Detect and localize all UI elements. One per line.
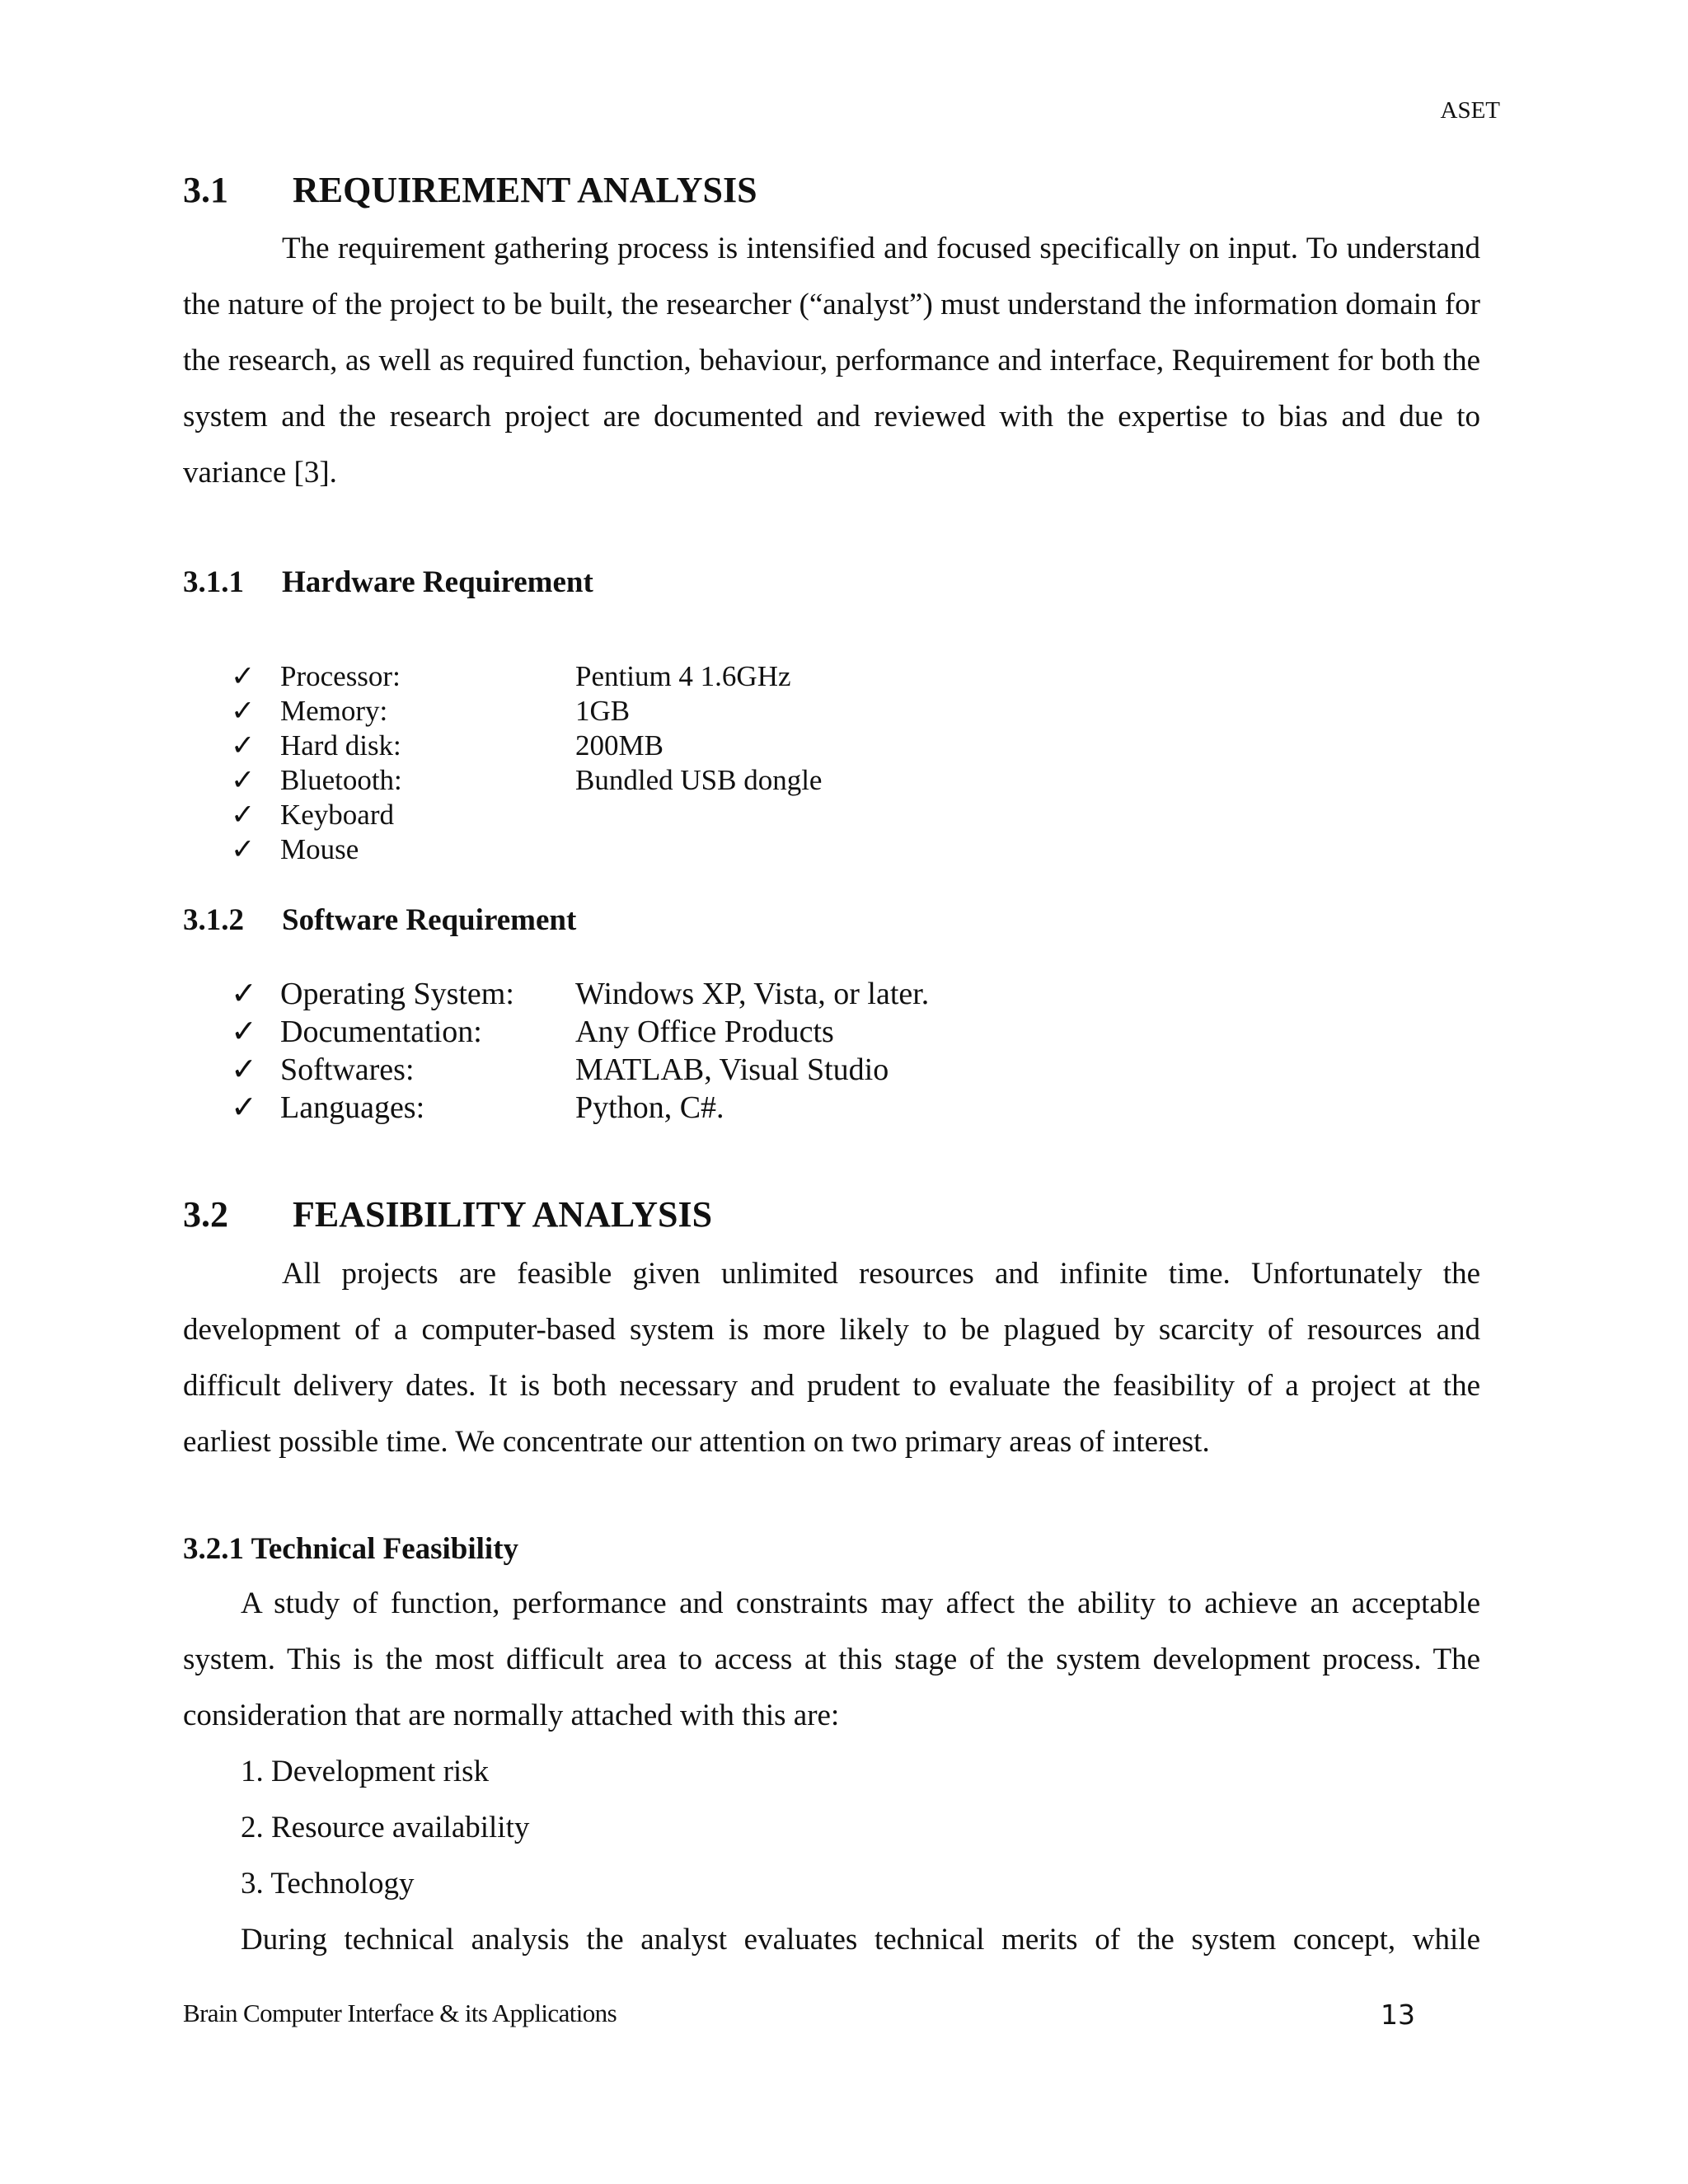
section-number: 3.1 xyxy=(183,170,228,210)
section-number: 3.2 xyxy=(183,1194,228,1235)
section-3-1-2-heading xyxy=(183,902,1007,942)
footer-title: Brain Computer Interface & its Applications xyxy=(183,1999,617,2027)
checkmark-icon: ✓ xyxy=(231,764,256,796)
section-3-1-1-heading xyxy=(183,565,1007,604)
checkmark-icon: ✓ xyxy=(231,833,256,865)
checkmark-icon: ✓ xyxy=(231,1090,257,1125)
list-item: 1. Development risk xyxy=(241,1755,490,1788)
subsection-title: Software Requirement xyxy=(282,903,577,937)
checkmark-icon: ✓ xyxy=(231,695,256,727)
checkmark-icon: ✓ xyxy=(231,799,256,831)
subsection-title: Hardware Requirement xyxy=(282,565,593,599)
section-3-1-paragraph: The requirement gathering process is intensified and focused specifically on input. To understand the nature of the project to be built, the researcher (“analyst”) must understand the information domain for the research, as well as required function, behaviour, performance and interface, Requirement for both the system and the research project are documented and reviewed with the expertise to bias and due to variance [3]. xyxy=(183,232,1480,490)
subsection-number: 3.1.2 xyxy=(183,903,244,937)
section-title: REQUIREMENT ANALYSIS xyxy=(293,170,757,210)
checkmark-icon: ✓ xyxy=(231,660,256,692)
checkmark-icon: ✓ xyxy=(231,977,257,1011)
section-title: FEASIBILITY ANALYSIS xyxy=(293,1194,713,1235)
list-item: 2. Resource availability xyxy=(241,1811,530,1844)
running-header: ASET xyxy=(1440,97,1500,124)
section-3-2-1-heading: 3.2.1 Technical Feasibility xyxy=(183,1532,519,1566)
section-3-2-paragraph: All projects are feasible given unlimited resources and infinite time. Unfortunately the development of a computer-based system is more likely to be plagued by scarcity of resources and difficult delivery dates. It is both necessary and prudent to evaluate the feasibility of a project at the earliest possible time. We concentrate our attention on two primary areas of interest. xyxy=(183,1257,1480,1459)
consideration-list xyxy=(241,1744,529,1912)
section-3-2-heading xyxy=(183,1193,1419,1240)
checkmark-icon: ✓ xyxy=(231,1052,257,1087)
checkmark-icon: ✓ xyxy=(231,729,256,762)
checkmark-icon: ✓ xyxy=(231,1015,257,1049)
list-item: 3. Technology xyxy=(241,1867,415,1900)
page-number: 13 xyxy=(1381,1999,1415,2031)
section-3-1-heading xyxy=(183,169,1419,215)
section-3-2-1-paragraph: A study of function, performance and constraints may affect the ability to achieve an acceptable system. This is the most difficult area to access at this stage of the system development process. The consideration that are normally attached with this are: xyxy=(183,1586,1480,1732)
subsection-number: 3.1.1 xyxy=(183,565,244,599)
section-3-2-1-closing-line: During technical analysis the analyst evaluates technical merits of the system concept, while xyxy=(241,1923,1480,1957)
